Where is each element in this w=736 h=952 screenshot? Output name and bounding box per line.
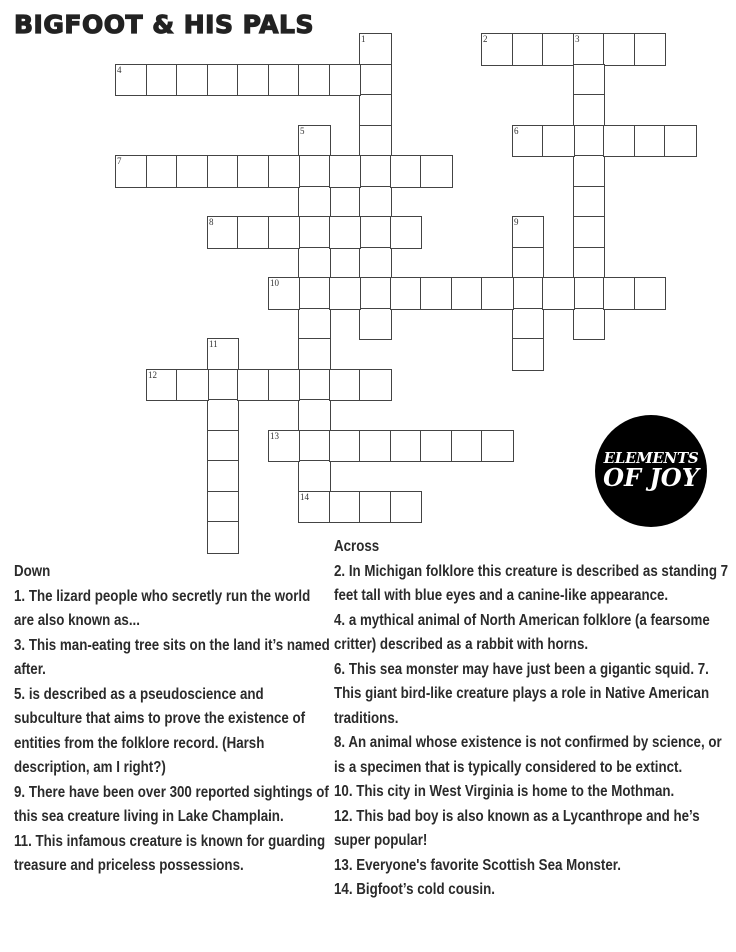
grid-cell[interactable] (176, 369, 209, 401)
grid-cell[interactable] (176, 64, 209, 96)
logo-line-1: ELEMENTS (603, 448, 699, 467)
grid-cell[interactable] (634, 125, 666, 157)
grid-cell[interactable] (542, 33, 575, 66)
grid-cell[interactable] (237, 369, 270, 401)
grid-cell[interactable] (481, 430, 514, 462)
grid-cell[interactable] (146, 64, 178, 96)
grid-cell[interactable] (207, 430, 239, 462)
grid-cell[interactable] (512, 338, 544, 371)
across-clue-14: 14. Bigfoot’s cold cousin. (334, 881, 495, 898)
across-clue-2: 2. In Michigan folklore this creature is described as standing 7 feet tall with blue eyes and a canine-like appearance. (334, 562, 729, 604)
grid-cell[interactable] (420, 430, 453, 462)
across-heading: Across (334, 538, 380, 555)
grid-cell[interactable] (634, 277, 666, 310)
clue-number: 6 (514, 126, 519, 136)
grid-cell[interactable] (146, 155, 178, 188)
down-clue-3: 3. This man-eating tree sits on the land it’s named after. (14, 636, 330, 678)
grid-cell[interactable] (359, 155, 392, 188)
down-clue-11: 11. This infamous creature is known for guarding treasure and priceless possessions. (14, 832, 326, 874)
down-clue-1: 1. The lizard people who secretly run the world are also known as... (14, 587, 311, 629)
grid-cell[interactable] (512, 247, 544, 279)
grid-cell[interactable] (298, 369, 331, 401)
grid-cell[interactable] (298, 308, 331, 340)
clue-number: 4 (117, 65, 122, 75)
grid-cell[interactable] (329, 369, 361, 401)
clue-number: 8 (209, 217, 214, 227)
grid-cell[interactable] (237, 155, 270, 188)
grid-cell[interactable] (512, 125, 544, 157)
grid-cell[interactable] (298, 64, 331, 96)
grid-cell[interactable] (359, 33, 392, 66)
clue-number: 10 (270, 278, 279, 288)
clue-number: 2 (483, 34, 488, 44)
grid-cell[interactable] (573, 64, 605, 96)
grid-cell[interactable] (573, 216, 605, 249)
clue-number: 1 (361, 34, 366, 44)
down-clues (14, 560, 344, 879)
grid-cell[interactable] (329, 491, 361, 523)
grid-cell[interactable] (298, 186, 331, 218)
grid-cell[interactable] (329, 64, 361, 96)
grid-cell[interactable] (207, 155, 239, 188)
grid-cell[interactable] (329, 430, 361, 462)
grid-cell[interactable] (298, 430, 331, 462)
clue-number: 12 (148, 370, 157, 380)
grid-cell[interactable] (420, 155, 453, 188)
grid-cell[interactable] (237, 216, 270, 249)
grid-cell[interactable] (329, 155, 361, 188)
down-heading: Down (14, 563, 51, 580)
grid-cell[interactable] (359, 186, 392, 218)
across-clues (334, 535, 734, 903)
grid-cell[interactable] (359, 369, 392, 401)
grid-cell[interactable] (573, 94, 605, 127)
grid-cell[interactable] (329, 216, 361, 249)
grid-cell[interactable] (298, 247, 331, 279)
across-clue-10: 10. This city in West Virginia is home to the Mothman. (334, 783, 675, 800)
grid-cell[interactable] (207, 460, 239, 493)
clue-number: 11 (209, 339, 218, 349)
grid-cell[interactable] (573, 247, 605, 279)
grid-cell[interactable] (390, 430, 422, 462)
clue-number: 5 (300, 126, 305, 136)
grid-cell[interactable] (512, 33, 544, 66)
grid-cell[interactable] (176, 155, 209, 188)
grid-cell[interactable] (603, 125, 636, 157)
grid-cell[interactable] (359, 277, 392, 310)
across-clue-6-7: 6. This sea monster may have just been a gigantic squid. 7. This giant bird-like creature plays a role in Native American traditions. (334, 660, 710, 727)
grid-cell[interactable] (359, 216, 392, 249)
grid-cell[interactable] (512, 277, 544, 310)
grid-cell[interactable] (542, 277, 575, 310)
grid-cell[interactable] (451, 277, 483, 310)
grid-cell[interactable] (298, 277, 331, 310)
grid-cell[interactable] (390, 155, 422, 188)
grid-cell[interactable] (298, 338, 331, 371)
grid-cell[interactable] (359, 64, 392, 96)
grid-cell[interactable] (298, 216, 331, 249)
clue-number: 13 (270, 431, 279, 441)
grid-cell[interactable] (268, 216, 300, 249)
grid-cell[interactable] (298, 460, 331, 493)
grid-cell[interactable] (512, 308, 544, 340)
grid-cell[interactable] (207, 216, 239, 249)
grid-cell[interactable] (115, 155, 148, 188)
grid-cell[interactable] (390, 216, 422, 249)
across-clue-4: 4. a mythical animal of North American folklore (a fearsome critter) described as a rabbit with horns. (334, 611, 710, 653)
grid-cell[interactable] (359, 308, 392, 340)
grid-cell[interactable] (390, 491, 422, 523)
grid-cell[interactable] (481, 33, 514, 66)
grid-cell[interactable] (268, 155, 300, 188)
grid-cell[interactable] (207, 338, 239, 371)
down-clue-9: 9. There have been over 300 reported sightings of this sea creature living in Lake Champlain. (14, 783, 329, 825)
grid-cell[interactable] (542, 125, 575, 157)
grid-cell[interactable] (329, 277, 361, 310)
grid-cell[interactable] (298, 155, 331, 188)
clue-number: 3 (575, 34, 580, 44)
page-title: BIGFOOT & HIS PALS (14, 10, 314, 39)
grid-cell[interactable] (268, 430, 300, 462)
grid-cell[interactable] (603, 33, 636, 66)
grid-cell[interactable] (146, 369, 178, 401)
grid-cell[interactable] (268, 64, 300, 96)
grid-cell[interactable] (207, 491, 239, 523)
across-clue-8: 8. An animal whose existence is not confirmed by science, or is a specimen that is typically considered to be extinct. (334, 734, 722, 776)
grid-cell[interactable] (268, 277, 300, 310)
grid-cell[interactable] (207, 399, 239, 432)
grid-cell[interactable] (573, 125, 605, 157)
grid-cell[interactable] (207, 369, 239, 401)
grid-cell[interactable] (420, 277, 453, 310)
grid-cell[interactable] (573, 308, 605, 340)
grid-cell[interactable] (573, 186, 605, 218)
grid-cell[interactable] (359, 491, 392, 523)
grid-cell[interactable] (298, 399, 331, 432)
grid-cell[interactable] (207, 64, 239, 96)
logo-line-2: OF JOY (603, 462, 699, 492)
grid-cell[interactable] (298, 491, 331, 523)
clue-number: 7 (117, 156, 122, 166)
grid-cell[interactable] (115, 64, 148, 96)
grid-cell[interactable] (207, 521, 239, 554)
grid-cell[interactable] (268, 369, 300, 401)
across-clue-13: 13. Everyone's favorite Scottish Sea Monster. (334, 856, 621, 874)
grid-cell[interactable] (359, 125, 392, 157)
grid-cell[interactable] (390, 277, 422, 310)
grid-cell[interactable] (634, 33, 666, 66)
clue-number: 9 (514, 217, 519, 227)
elements-of-joy-logo (595, 415, 707, 527)
grid-cell[interactable] (573, 33, 605, 66)
clue-number: 14 (300, 492, 309, 502)
across-clue-12: 12. This bad boy is also known as a Lycanthrope and he’s super popular! (334, 807, 700, 849)
grid-cell[interactable] (573, 277, 605, 310)
grid-cell[interactable] (359, 247, 392, 279)
grid-cell[interactable] (573, 155, 605, 188)
down-clue-5: 5. is described as a pseudoscience and subculture that aims to prove the existence of entities from the folklore record. (Harsh description, am I right?) (14, 685, 306, 776)
grid-cell[interactable] (603, 277, 636, 310)
grid-cell[interactable] (512, 216, 544, 249)
grid-cell[interactable] (664, 125, 697, 157)
grid-cell[interactable] (481, 277, 514, 310)
grid-cell[interactable] (298, 125, 331, 157)
grid-cell[interactable] (451, 430, 483, 462)
grid-cell[interactable] (359, 94, 392, 127)
grid-cell[interactable] (359, 430, 392, 462)
grid-cell[interactable] (237, 64, 270, 96)
